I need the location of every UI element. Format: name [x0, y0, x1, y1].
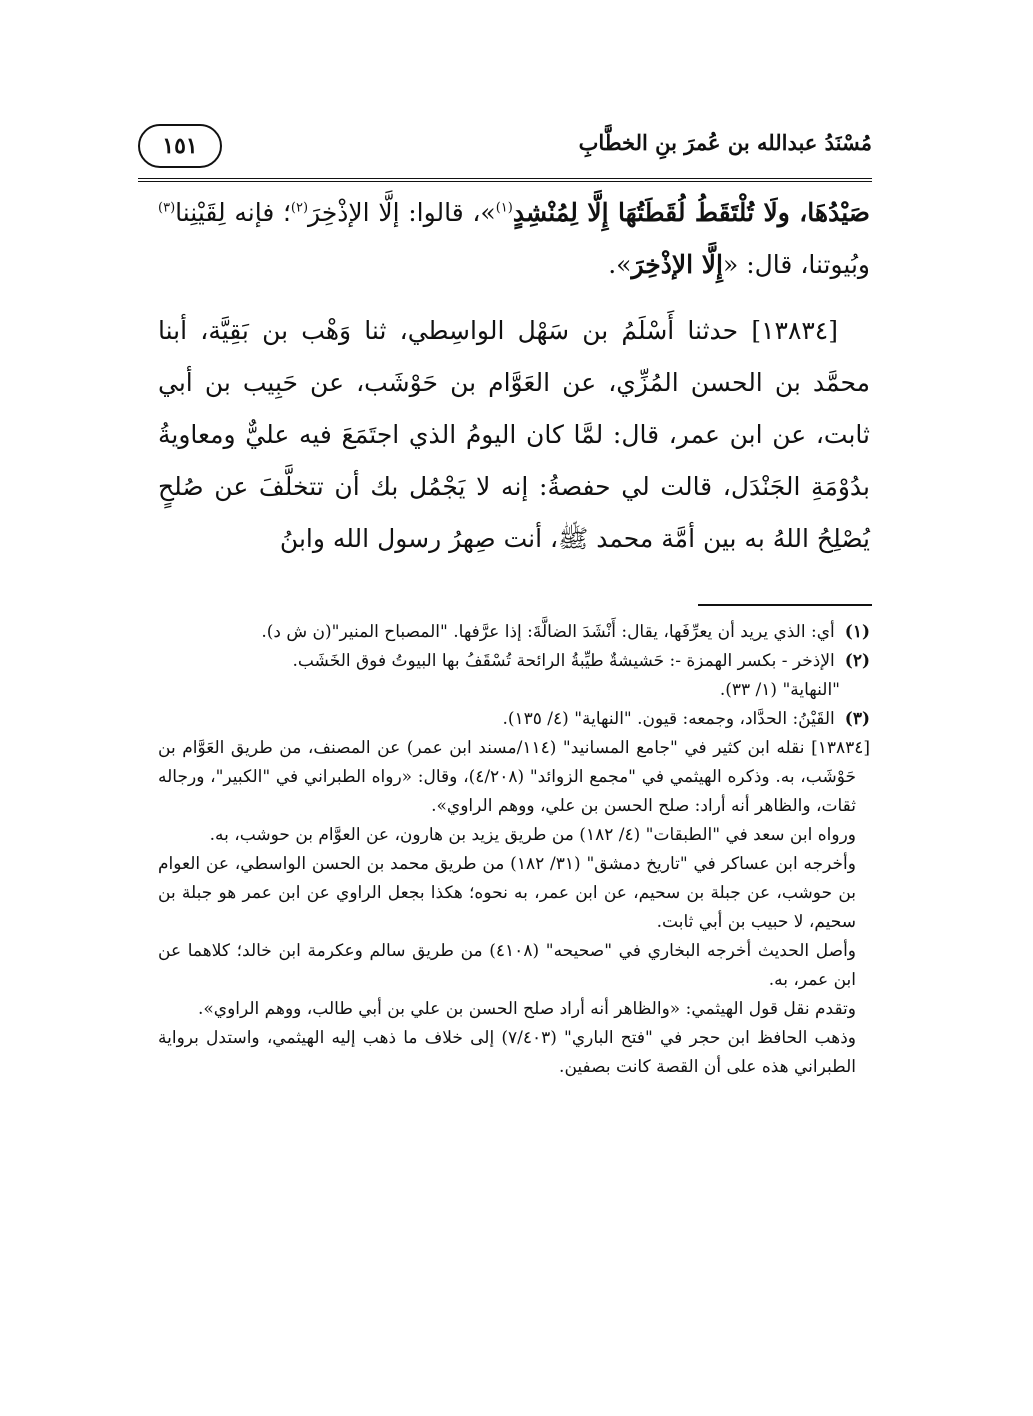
- footnote-ref-1[interactable]: (١): [495, 200, 513, 216]
- takhrij-paragraph: وذهب الحافظ ابن حجر في "فتح الباري" (٧/٤٠٣) إلى خلاف ما ذهب إليه الهيثمي، واستدل برواية الطبراني هذه على أن القصة كانت بصفين.: [158, 1028, 856, 1077]
- hadith-quote-bold: إِلَّا الإذْخِرَ: [631, 250, 723, 279]
- footnote-number: (١): [844, 622, 870, 642]
- footnote-3: [158, 705, 870, 734]
- page-header: [138, 122, 872, 178]
- takhrij-paragraph: وأصل الحديث أخرجه البخاري في "صحيحه" (٤١٠٨) من طريق سالم وعكرمة ابن خالد؛ كلاهما عن ابن عمر، به.: [158, 941, 856, 990]
- takhrij-paragraph: وأخرجه ابن عساكر في "تاريخ دمشق" (٣١/ ١٨٢) من طريق محمد بن الحسن الواسطي، عن العوام بن حوشب، عن جبلة بن سحيم، عن ابن عمر، به نحوه؛ هكذا بجعل الراوي عن ابن عمر هو جبلة بن سحيم، لا حبيب بن أبي ثابت.: [158, 854, 856, 932]
- text-segment: ».: [608, 250, 632, 279]
- text-segment: »، قالوا: إلَّا الإذْخِرَ: [308, 198, 496, 227]
- footnote-text: أي: الذي يريد أن يعرِّفَها، يقال: أَنْشَدَ الضالَّةَ: إذا عرَّفها. "المصباح المنير"(ن ش د).: [261, 622, 835, 642]
- paragraph-hadith-end: [158, 187, 870, 291]
- footnote-ref-2[interactable]: (٢): [290, 200, 309, 216]
- footnote-ref-3[interactable]: (٣): [158, 200, 176, 216]
- takhrij-paragraph: [١٣٨٣٤] نقله ابن كثير في "جامع المسانيد" (١١٤/مسند ابن عمر) عن المصنف، من طريق العَوَّام بن حَوْشَب، به. وذكره الهيثمي في "مجمع الزوائد" (٤/٢٠٨)، وقال: «رواه الطبراني في "الكبير"، ورجاله ثقات، والظاهر أنه أراد: صلح الحسن بن علي، ووهم الراوي».: [158, 738, 870, 816]
- footnote-separator: [698, 604, 872, 606]
- footnote-text: الإذخر - بكسر الهمزة -: حَشيشةٌ طيِّبةُ الرائحة تُسْقَفُ بها البيوتُ فوق الخَشَب.: [292, 651, 835, 671]
- page-number: ١٥١: [138, 124, 222, 168]
- footnote-number: (٢): [844, 651, 870, 671]
- footnote-2: [158, 647, 870, 676]
- main-text: [158, 187, 870, 565]
- footnote-1: [158, 618, 870, 647]
- paragraph-hadith-13834: [١٣٨٣٤] حدثنا أَسْلَمُ بن سَهْل الواسِطي، ثنا وَهْب بن بَقِيَّة، أبنا محمَّد بن الحسن المُزِّي، عن العَوَّام بن حَوْشَب، عن حَبِيب بن أبي ثابت، عن ابن عمر، قال: لمَّا كان اليومُ الذي اجتَمَعَ فيه عليٌّ ومعاويةُ بدُوْمَةِ الجَنْدَل، قالت لي حفصةُ: إنه لا يَجْمُل بك أن تتخلَّفَ عن صُلحٍ يُصْلِحُ اللهُ به بين أمَّة محمد ﷺ، أنت صِهرُ رسول الله وابنُ: [158, 316, 870, 553]
- footnote-2-continuation: "النهاية" (١/ ٣٣).: [719, 680, 840, 700]
- running-title: مُسْنَدُ عبدالله بن عُمرَ بنِ الخطَّابِ: [578, 130, 872, 155]
- hadith-quote-bold: صَيْدُهَا، ولَا تُلْتَقَطُ لُقَطَتُهَا إِلَّا لِمُنْشِدٍ: [512, 198, 870, 227]
- text-segment: ؛ فإنه لِقَيْنِنا: [175, 198, 291, 227]
- takhrij-paragraph: ورواه ابن سعد في "الطبقات" (٤/ ١٨٢) من طريق يزيد بن هارون، عن العوَّام بن حوشب، به.: [209, 825, 856, 845]
- header-rule: [138, 178, 872, 182]
- takhrij-paragraph: وتقدم نقل قول الهيثمي: «والظاهر أنه أراد صلح الحسن بن علي بن أبي طالب، ووهم الراوي».: [197, 999, 856, 1019]
- footnote-number: (٣): [844, 709, 870, 729]
- text-segment: وبُيوتنا، قال: «: [722, 250, 870, 279]
- footnotes-section: [158, 618, 870, 1082]
- footnote-text: القَيْنُ: الحدَّاد، وجمعه: قيون. "النهاية" (٤/ ١٣٥).: [502, 709, 835, 729]
